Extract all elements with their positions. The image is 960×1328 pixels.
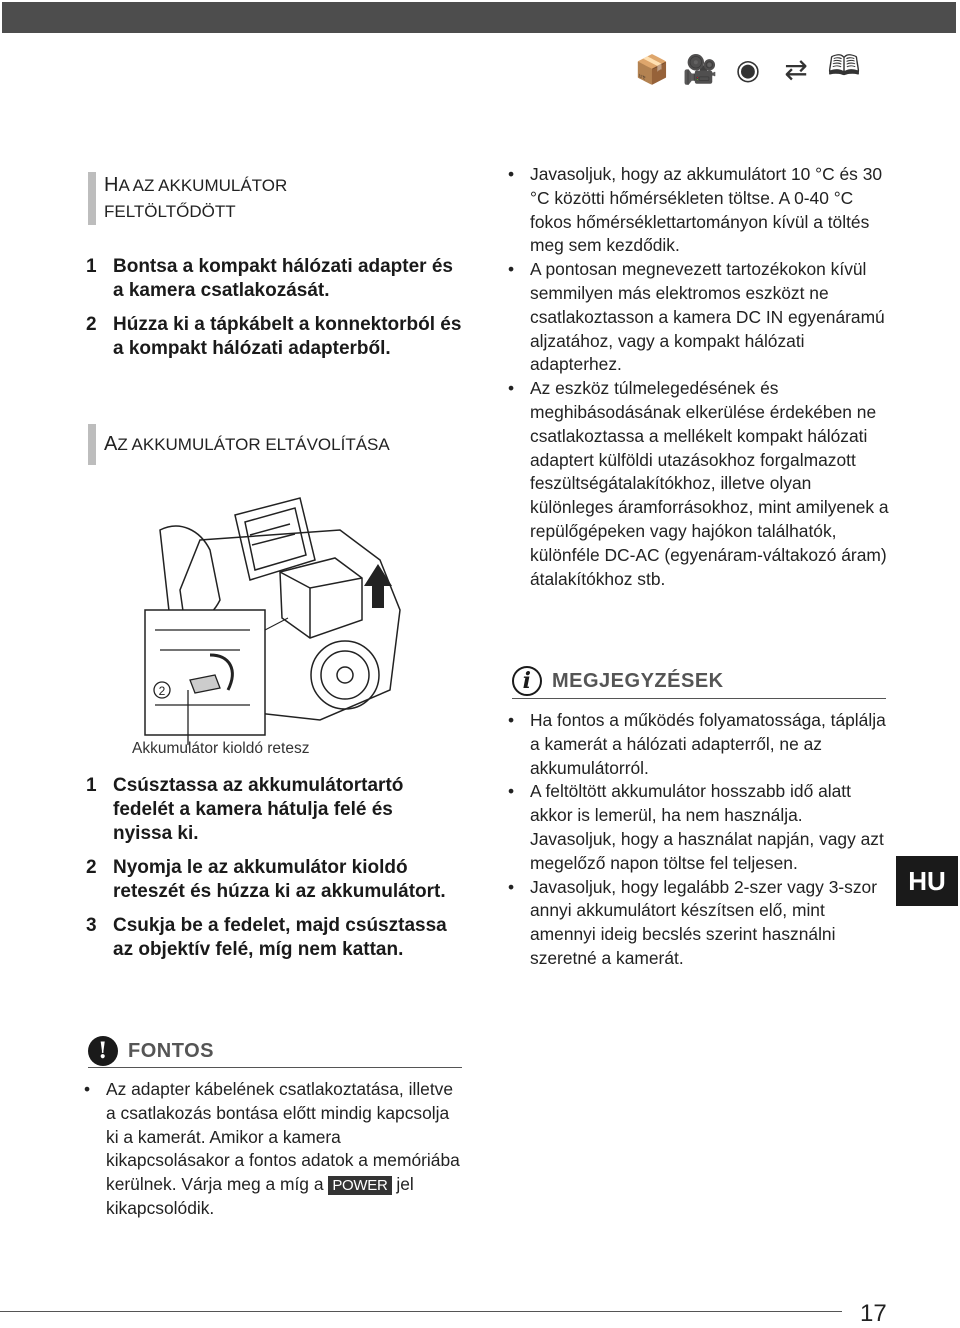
step-text: Bontsa a kompakt hálózati adapter és a kamera csatlakozását. <box>113 256 453 301</box>
notes-list <box>508 709 890 971</box>
heading-initial: H <box>104 174 119 196</box>
step-item <box>86 856 456 904</box>
list-item <box>508 876 890 971</box>
bullet-icon: • <box>508 710 515 730</box>
step-item <box>86 255 466 303</box>
section-heading-charged <box>88 172 287 225</box>
figure-caption: Akkumulátor kioldó retesz <box>132 740 310 757</box>
list-item-text: Ha fontos a működés folyamatossága, táplálja a kamerát a hálózati adapterről, ne az akkumulátorról. <box>530 710 886 778</box>
footer-divider <box>0 1311 842 1312</box>
page-number: 17 <box>860 1300 887 1327</box>
figure-callout-number: 2 <box>158 684 166 698</box>
notes-heading <box>512 666 724 696</box>
step-number: 2 <box>86 857 97 878</box>
charging-notes-list <box>508 163 890 591</box>
language-tab[interactable]: HU <box>896 856 958 906</box>
heading-text-line2: FELTÖLTŐDÖTT <box>104 202 236 221</box>
header-bar <box>2 2 956 33</box>
important-list <box>84 1078 462 1221</box>
list-item <box>508 258 890 377</box>
step-item <box>86 914 456 962</box>
list-item <box>84 1078 462 1221</box>
list-item <box>508 377 890 591</box>
list-item-text: Az eszköz túlmelegedésének és meghibásodásának elkerülése érdekében ne csatlakoztassa a mellékelt kompakt hálózati adaptert külföldi utazásokhoz forgalmazott feszültségátalakítókhoz, illetve olyan különleges áramforrásokhoz, mint amilyenek a repülőgépeken vagy hajókon találhatók, különféle DC-AC (egyenáram-váltakozó áram) átalakítókhoz stb. <box>530 378 889 589</box>
step-number: 1 <box>86 775 97 796</box>
connection-icon[interactable]: ⇄ <box>784 52 808 86</box>
info-icon: i <box>512 666 542 696</box>
warning-icon: ! <box>88 1036 118 1066</box>
battery-removal-illustration <box>140 490 440 745</box>
step-item <box>86 774 456 846</box>
steps-remove <box>86 774 456 972</box>
power-key-label: POWER <box>328 1176 391 1195</box>
list-item <box>508 780 890 875</box>
bullet-icon: • <box>508 378 515 399</box>
heading-text: Z AKKUMULÁTOR ELTÁVOLÍTÁSA <box>117 435 390 454</box>
heading-text: A AZ AKKUMULÁTOR <box>118 176 288 195</box>
step-item <box>86 313 466 361</box>
heading-initial: A <box>104 433 118 455</box>
camera-box-icon[interactable]: 📦 <box>634 52 670 86</box>
notes-divider <box>512 698 886 699</box>
list-item-text: Az adapter kábelének csatlakoztatása, illetve a csatlakozás bontása előtt mindig kapcsolja ki a kamerát. Amikor a kamera kikapcsolásakor a fontos adatok a memóriába kerülnek. Várja meg a míg a POWER jel kikapcsolódik. <box>106 1079 460 1218</box>
important-heading <box>88 1036 214 1066</box>
step-number: 1 <box>86 256 97 277</box>
bullet-icon: • <box>84 1079 91 1099</box>
list-item-text: A pontosan megnevezett tartozékokon kívül semmilyen más elektromos eszközt ne csatlakoztasson a kamera DC IN egyenáramú aljzatához, vagy a kompakt hálózati adapterhez. <box>530 259 885 375</box>
step-text: Csúsztassa az akkumulátortartó fedelét a kamera hátulja felé és nyissa ki. <box>113 775 404 844</box>
step-text: Húzza ki a tápkábelt a konnektorból és a kompakt hálózati adapterből. <box>113 314 462 359</box>
bullet-icon: • <box>508 259 515 280</box>
section-heading-remove <box>88 424 390 465</box>
bullet-icon: • <box>508 781 515 802</box>
notes-title: MEGJEGYZÉSEK <box>552 669 724 692</box>
step-text: Nyomja le az akkumulátor kioldó reteszét és húzza ki az akkumulátort. <box>113 857 446 902</box>
step-number: 3 <box>86 915 97 936</box>
list-item-text: Javasoljuk, hogy legalább 2-szer vagy 3-szor annyi akkumulátort készítsen elő, mint amennyi ideig becslés szerint használni szeretné a kamerát. <box>530 876 878 968</box>
step-text: Csukja be a fedelet, majd csúsztassa az objektív felé, míg nem kattan. <box>113 915 447 960</box>
step-number: 2 <box>86 314 97 335</box>
list-item <box>508 709 890 780</box>
bullet-icon: • <box>508 164 515 184</box>
book-icon[interactable]: 🕮 <box>827 49 861 82</box>
list-item-text: Javasoljuk, hogy az akkumulátort 10 °C és 30 °C közötti hőmérsékleten töltse. A 0-40 °C fokos hőmérséklettartományon kívül a töltés meg sem kezdődik. <box>530 164 883 256</box>
photo-camera-icon[interactable]: ◉ <box>735 52 761 86</box>
list-item <box>508 163 890 258</box>
steps-disconnect <box>86 255 466 371</box>
list-item-text: A feltöltött akkumulátor hosszabb idő alatt akkor is lemerül, ha nem használja. Javasoljuk, hogy a használat napján, vagy azt megelőző napon töltse fel teljesen. <box>530 781 884 873</box>
video-camera-icon[interactable]: 🎥 <box>682 52 718 86</box>
important-title: FONTOS <box>128 1039 214 1062</box>
bullet-icon: • <box>508 876 515 897</box>
important-divider <box>88 1067 462 1068</box>
chapter-icons <box>628 48 868 90</box>
